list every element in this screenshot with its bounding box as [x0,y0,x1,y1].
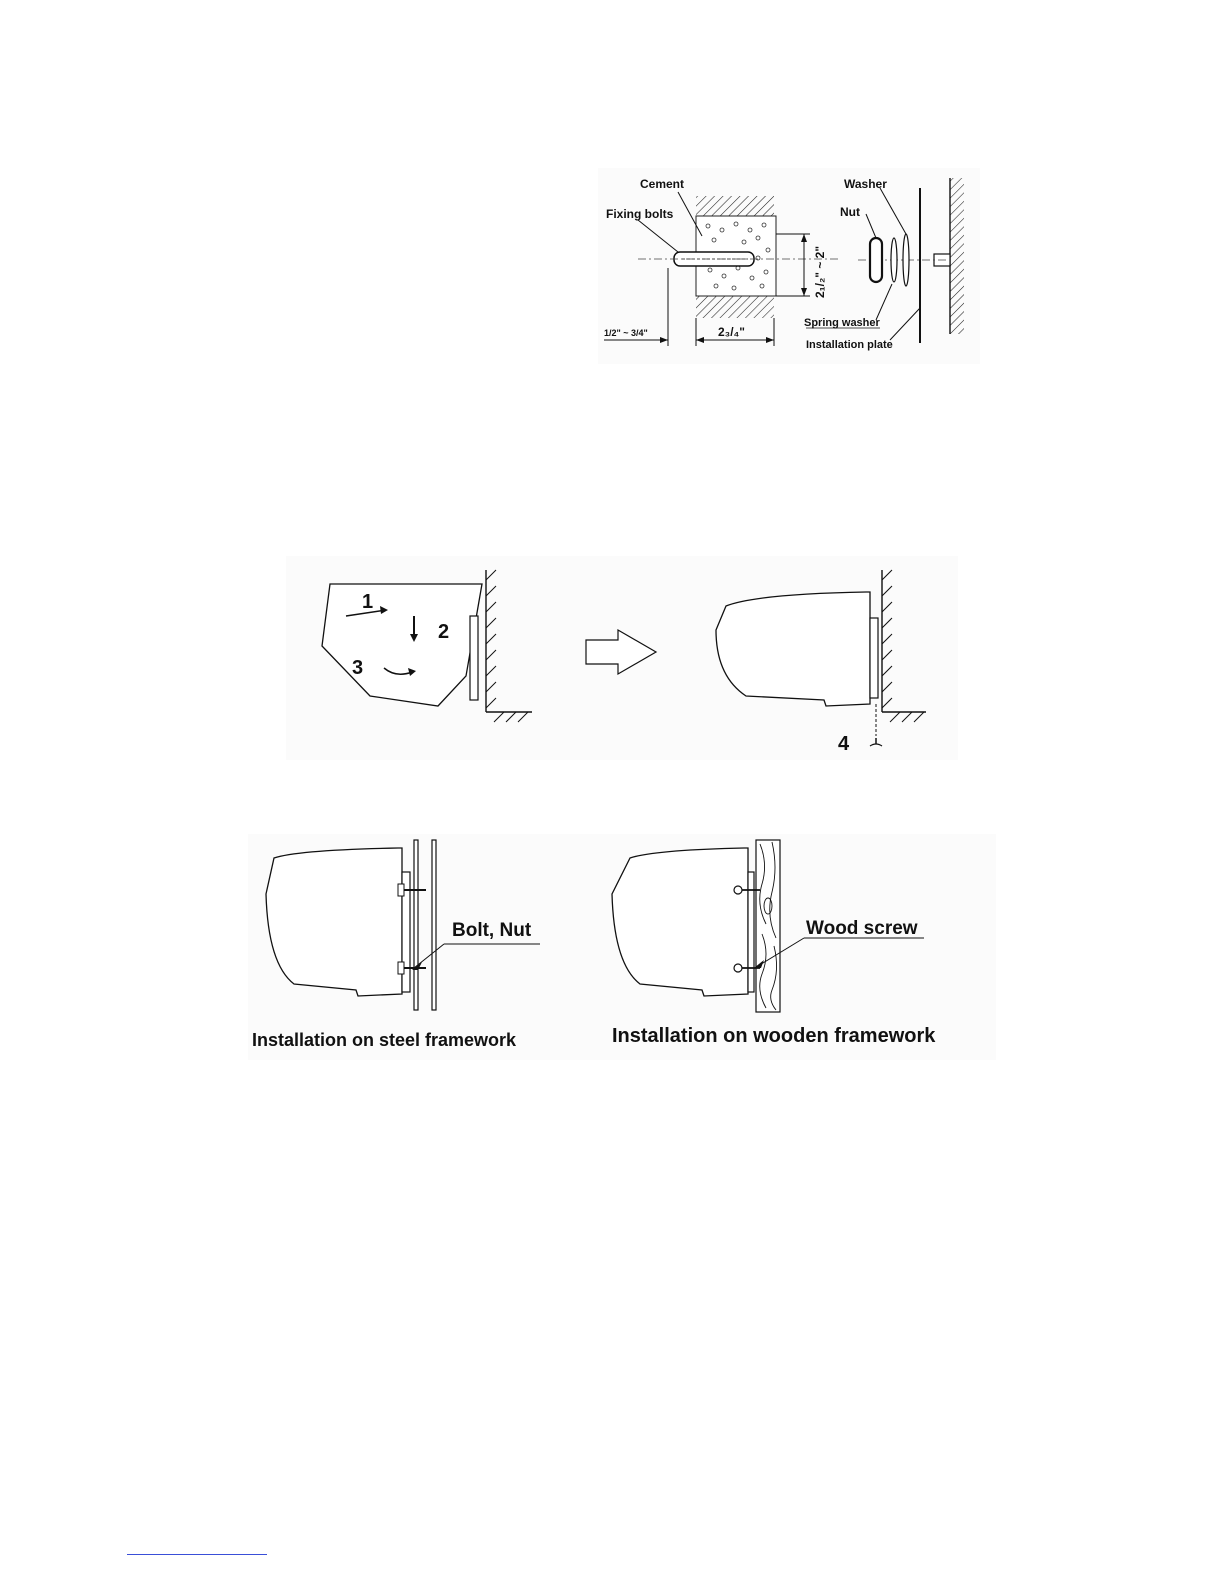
wood-unit [612,848,748,996]
spring-washer [891,238,897,282]
steel-callout-label: Bolt, Nut [452,920,532,941]
step-3-label: 3 [352,657,364,679]
label-fixing-bolts: Fixing bolts [606,207,674,221]
screw-icon [870,738,882,746]
mount-plate-right [870,618,878,698]
framework-diagram [248,834,996,1060]
label-spring-washer: Spring washer [804,317,880,329]
framework-drawing [248,834,996,1060]
steel-frame-a [414,840,418,1010]
wood-callout-label: Wood screw [806,918,918,939]
label-nut: Nut [840,205,860,219]
wall-hatch-left [486,570,528,722]
steel-frame-b [432,840,436,1010]
step-4-label: 4 [838,733,850,755]
washer [903,234,909,286]
footnote-rule [127,1554,267,1555]
right-wall-hatch [950,178,964,334]
step-1-label: 1 [362,591,374,613]
label-cement: Cement [640,177,685,191]
tilted-unit [322,584,482,706]
label-installation-plate: Installation plate [806,339,893,351]
bolt-fixing-diagram [598,168,980,364]
steel-unit [266,848,402,996]
arrow-right-icon [586,630,656,674]
mounted-unit [716,592,870,706]
label-dim-depth: 2₃/₄" [718,325,745,339]
mount-plate-left [470,616,478,700]
hang-unit-diagram [286,556,958,760]
step-2-label: 2 [438,621,450,643]
wall-hatch-bottom [696,296,774,318]
wood-caption: Installation on wooden framework [612,1025,936,1047]
label-washer: Washer [844,177,887,191]
wall-hatch-right [882,570,924,722]
hang-unit-drawing [286,556,958,760]
label-dim-protrude: 1/2" ~ 3/4" [604,328,648,338]
bolt-fixing-drawing [598,168,980,364]
steel-caption: Installation on steel framework [252,1030,517,1050]
label-dim-hole: 2₁/₂" ~ 2" [813,245,827,298]
wall-hatch-top [696,196,774,216]
nut [870,238,882,282]
